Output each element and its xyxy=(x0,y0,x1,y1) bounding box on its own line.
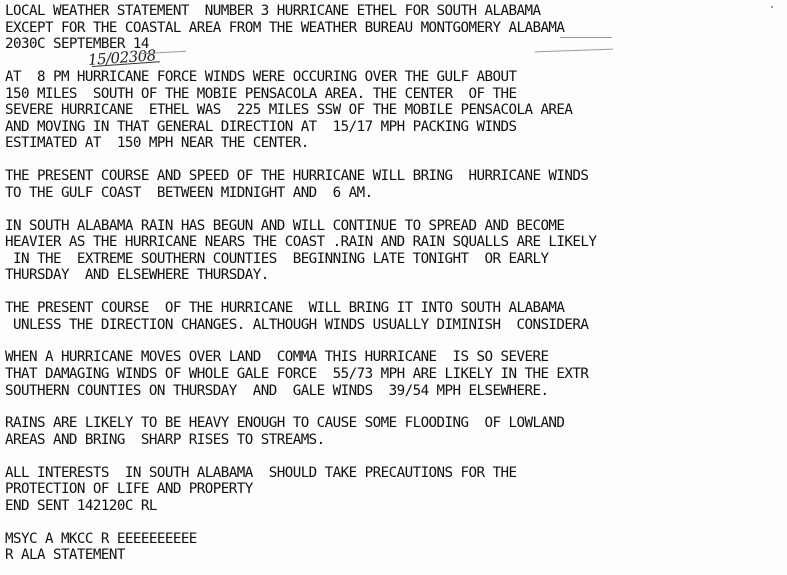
text-line: MSYC A MKCC R EEEEEEEEEE xyxy=(5,530,197,547)
paragraph-gap xyxy=(5,399,596,415)
text-line: 150 MILES SOUTH OF THE MOBIE PENSACOLA AREA. THE CENTER OF THE xyxy=(5,85,517,102)
text-line: RAINS ARE LIKELY TO BE HEAVY ENOUGH TO CAUSE SOME FLOODING OF LOWLAND xyxy=(5,415,565,432)
text-line: HEAVIER AS THE HURRICANE NEARS THE COAST .RAIN AND RAIN SQUALLS ARE LIKELY xyxy=(5,234,597,251)
text-line: IN THE EXTREME SOUTHERN COUNTIES BEGINNING LATE TONIGHT OR EARLY xyxy=(5,250,549,267)
text-line: PROTECTION OF LIFE AND PROPERTY xyxy=(5,481,253,498)
text-line: THAT DAMAGING WINDS OF WHOLE GALE FORCE 55/73 MPH ARE LIKELY IN THE EXTR xyxy=(5,366,589,383)
text-line: 2030C SEPTEMBER 14 xyxy=(5,36,149,53)
text-line: EXCEPT FOR THE COASTAL AREA FROM THE WEATHER BUREAU MONTGOMERY ALABAMA xyxy=(5,19,565,36)
paragraph-gap xyxy=(5,449,596,465)
text-line: ALL INTERESTS IN SOUTH ALABAMA SHOULD TAKE PRECAUTIONS FOR THE xyxy=(5,464,517,481)
handwritten-note: 15/02308 xyxy=(87,46,157,69)
text-line: AND MOVING IN THAT GENERAL DIRECTION AT 15/17 MPH PACKING WINDS xyxy=(5,118,517,135)
text-line: END SENT 142120C RL xyxy=(5,497,157,514)
text-line: R ALA STATEMENT xyxy=(5,547,125,564)
paragraph-gap xyxy=(5,515,596,531)
paragraph-gap xyxy=(5,284,596,300)
pen-mark xyxy=(560,37,612,38)
text-line: LOCAL WEATHER STATEMENT NUMBER 3 HURRICANE ETHEL FOR SOUTH ALABAMA xyxy=(5,3,541,19)
teletype-text xyxy=(5,3,596,564)
paragraph-gap xyxy=(5,152,596,168)
paper-speck xyxy=(771,6,773,8)
paragraph-gap xyxy=(5,201,596,217)
paragraph-gap xyxy=(5,333,596,349)
text-line: AT 8 PM HURRICANE FORCE WINDS WERE OCCURING OVER THE GULF ABOUT xyxy=(5,68,517,85)
text-line: AREAS AND BRING SHARP RISES TO STREAMS. xyxy=(5,432,325,448)
text-line: SEVERE HURRICANE ETHEL WAS 225 MILES SSW OF THE MOBILE PENSACOLA AREA xyxy=(5,102,573,119)
text-line: THE PRESENT COURSE AND SPEED OF THE HURRICANE WILL BRING HURRICANE WINDS xyxy=(5,168,589,185)
text-line: SOUTHERN COUNTIES ON THURSDAY AND GALE WINDS 39/54 MPH ELSEWHERE. xyxy=(5,382,549,399)
text-line: WHEN A HURRICANE MOVES OVER LAND COMMA THIS HURRICANE IS SO SEVERE xyxy=(5,349,549,366)
text-line: TO THE GULF COAST BETWEEN MIDNIGHT AND 6 AM. xyxy=(5,184,373,201)
text-line: IN SOUTH ALABAMA RAIN HAS BEGUN AND WILL CONTINUE TO SPREAD AND BECOME xyxy=(5,217,565,234)
text-line: ESTIMATED AT 150 MPH NEAR THE CENTER. xyxy=(5,135,309,152)
text-line: THE PRESENT COURSE OF THE HURRICANE WILL BRING IT INTO SOUTH ALABAMA xyxy=(5,300,565,317)
text-line: UNLESS THE DIRECTION CHANGES. ALTHOUGH WINDS USUALLY DIMINISH CONSIDERA xyxy=(5,316,589,333)
text-line: THURSDAY AND ELSEWHERE THURSDAY. xyxy=(5,267,269,284)
